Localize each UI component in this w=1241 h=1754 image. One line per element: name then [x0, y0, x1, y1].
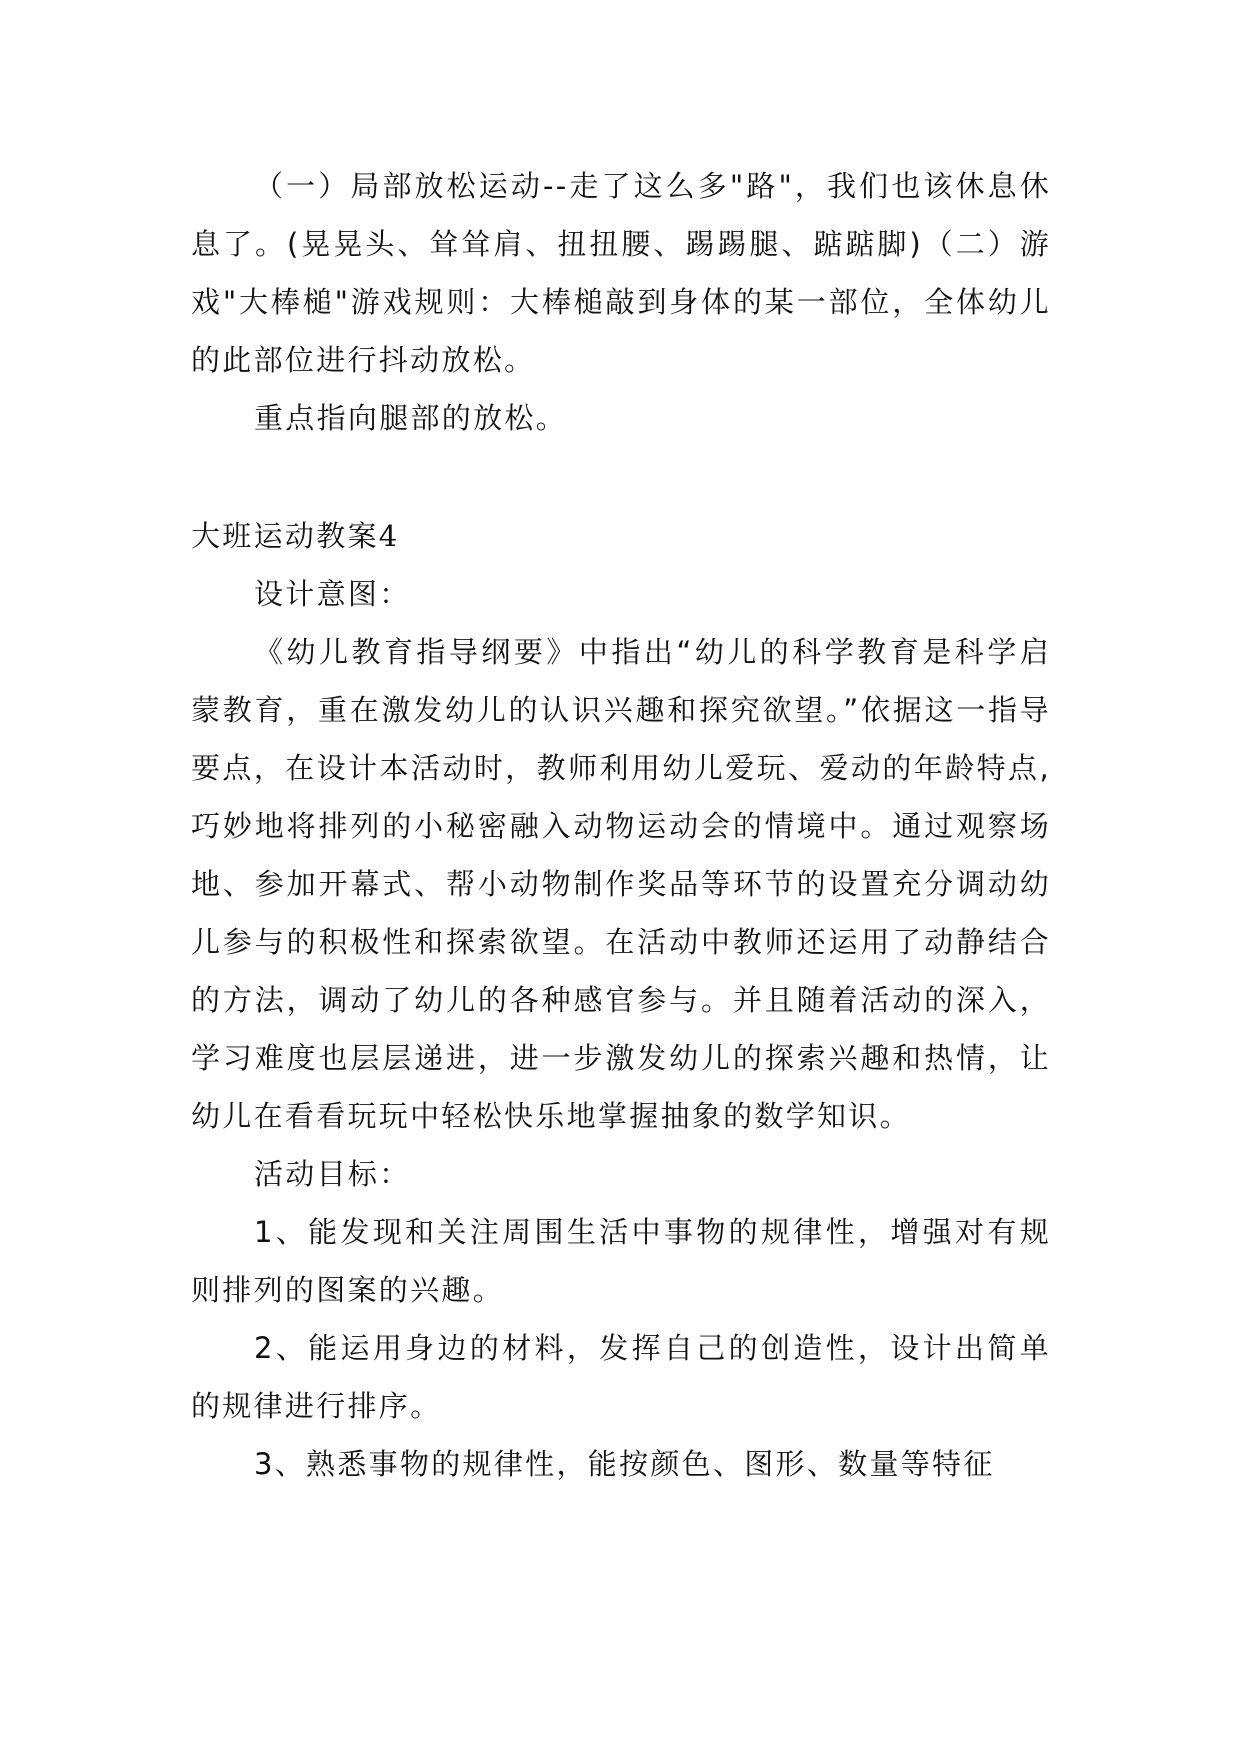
paragraph-goal-1: 1、能发现和关注周围生活中事物的规律性，增强对有规则排列的图案的兴趣。: [191, 1215, 1051, 1307]
paragraph-goal-2: 2、能运用身边的材料，发挥自己的创造性，设计出简单的规律进行排序。: [191, 1331, 1051, 1423]
section-title: 大班运动教案4: [191, 519, 400, 553]
paragraph-activity-goals-label: 活动目标：: [254, 1157, 411, 1191]
paragraph-design-intent-body: 《幼儿教育指导纲要》中指出“幼儿的科学教育是科学启蒙教育，重在激发幼儿的认识兴趣和探究欲望。”依据这一指导要点，在设计本活动时，教师利用幼儿爱玩、爱动的年龄特点,巧妙地将排列的小秘密融入动物运动会的情境中。通过观察场地、参加开幕式、帮小动物制作奖品等环节的设置充分调动幼儿参与的积极性和探索欲望。在活动中教师还运用了动静结合的方法，调动了幼儿的各种感官参与。并且随着活动的深入，学习难度也层层递进，进一步激发幼儿的探索兴趣和热情，让幼儿在看看玩玩中轻松快乐地掌握抽象的数学知识。: [191, 635, 1051, 1133]
paragraph-relaxation-activities: （一）局部放松运动--走了这么多"路"，我们也该休息休息了。(晃晃头、耸耸肩、扭扭腰、踢踢腿、踮踮脚)（二）游戏"大棒槌"游戏规则：大棒槌敲到身体的某一部位，全体幼儿的此部位进行抖动放松。: [191, 169, 1051, 377]
document-body: [191, 157, 1051, 1493]
paragraph-leg-relaxation: 重点指向腿部的放松。: [254, 401, 568, 435]
paragraph-goal-3: 3、熟悉事物的规律性，能按颜色、图形、数量等特征: [254, 1447, 995, 1481]
paragraph-design-intent-label: 设计意图：: [254, 577, 411, 611]
